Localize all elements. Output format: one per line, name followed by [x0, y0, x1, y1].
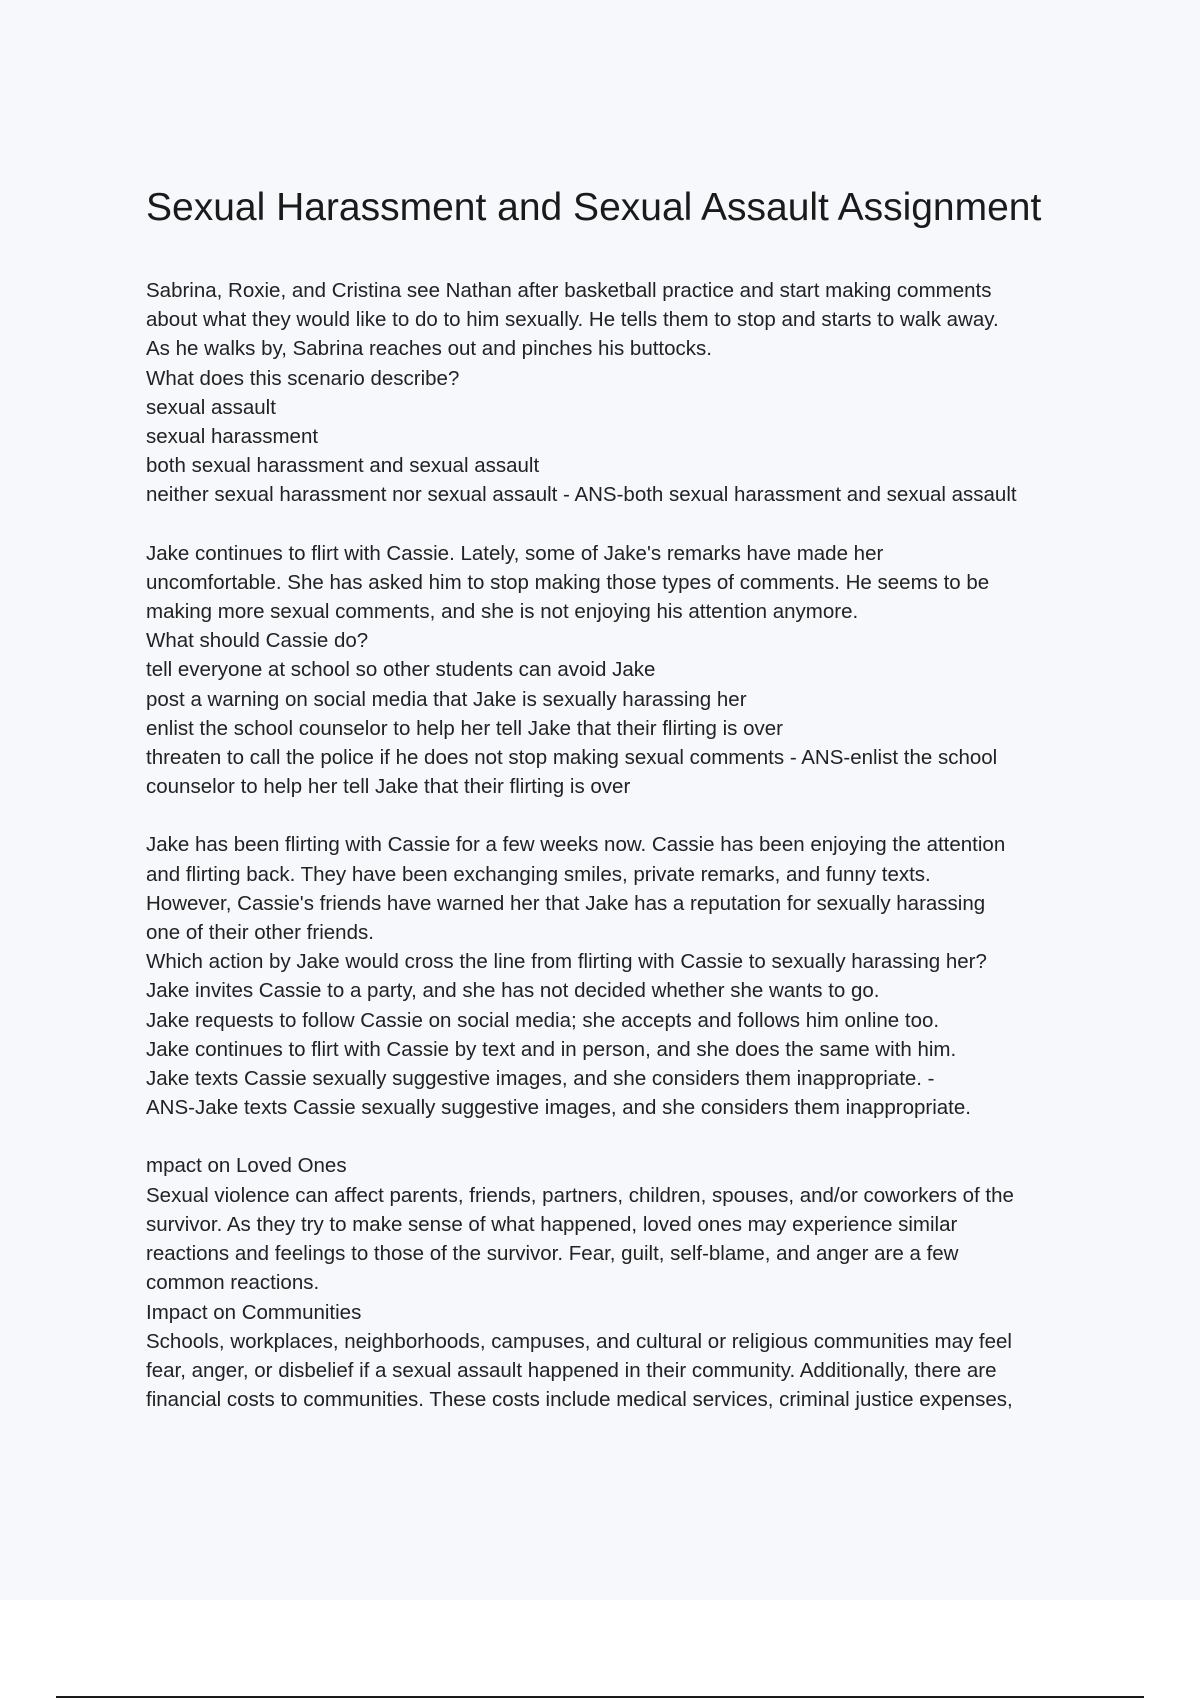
- option-line: Jake requests to follow Cassie on social media; she accepts and follows him online too.: [146, 1008, 940, 1032]
- text-line: However, Cassie's friends have warned her that Jake has a reputation for sexually harassing: [146, 891, 986, 915]
- text-line: Jake continues to flirt with Cassie. Lately, some of Jake's remarks have made her: [146, 541, 884, 565]
- text-line: about what they would like to do to him sexually. He tells them to stop and starts to walk away.: [146, 308, 999, 332]
- option-line: post a warning on social media that Jake is sexually harassing her: [146, 687, 747, 711]
- impact-section: [146, 1151, 1106, 1414]
- text-line: reactions and feelings to those of the survivor. Fear, guilt, self-blame, and anger are a few: [146, 1242, 959, 1266]
- question-line: What does this scenario describe?: [146, 366, 460, 390]
- question-block-1: [146, 276, 1106, 510]
- text-line: making more sexual comments, and she is not enjoying his attention anymore.: [146, 600, 859, 624]
- section-heading: mpact on Loved Ones: [146, 1154, 347, 1178]
- question-block-2: [146, 539, 1106, 802]
- section-heading: Impact on Communities: [146, 1300, 362, 1324]
- document-content: [146, 182, 1106, 1443]
- option-line: sexual assault: [146, 395, 276, 419]
- text-line: Schools, workplaces, neighborhoods, campuses, and cultural or religious communities may feel: [146, 1329, 1012, 1353]
- text-line: survivor. As they try to make sense of what happened, loved ones may experience similar: [146, 1212, 958, 1236]
- answer-line: ANS-Jake texts Cassie sexually suggestive images, and she considers them inappropriate.: [146, 1096, 971, 1120]
- text-line: fear, anger, or disbelief if a sexual assault happened in their community. Additionally, there are: [146, 1358, 997, 1382]
- text-line: one of their other friends.: [146, 921, 374, 945]
- answer-line: threaten to call the police if he does not stop making sexual comments - ANS-enlist the school: [146, 746, 998, 770]
- question-block-3: [146, 830, 1106, 1122]
- option-line: Jake invites Cassie to a party, and she has not decided whether she wants to go.: [146, 979, 880, 1003]
- document-title: Sexual Harassment and Sexual Assault Assignment: [146, 186, 1042, 229]
- text-line: uncomfortable. She has asked him to stop making those types of comments. He seems to be: [146, 570, 990, 594]
- text-line: and flirting back. They have been exchanging smiles, private remarks, and funny texts.: [146, 862, 931, 886]
- option-line: Jake continues to flirt with Cassie by text and in person, and she does the same with him.: [146, 1037, 957, 1061]
- text-line: Jake has been flirting with Cassie for a few weeks now. Cassie has been enjoying the attention: [146, 833, 1006, 857]
- option-line: tell everyone at school so other students can avoid Jake: [146, 658, 656, 682]
- option-line: both sexual harassment and sexual assault: [146, 454, 540, 478]
- text-line: Sexual violence can affect parents, friends, partners, children, spouses, and/or coworkers of the: [146, 1183, 1014, 1207]
- footer-divider: [56, 1696, 1144, 1698]
- question-line: What should Cassie do?: [146, 629, 369, 653]
- text-line: As he walks by, Sabrina reaches out and pinches his buttocks.: [146, 337, 712, 361]
- answer-line: Jake texts Cassie sexually suggestive images, and she considers them inappropriate. -: [146, 1067, 935, 1091]
- option-line: sexual harassment: [146, 425, 319, 449]
- question-line: Which action by Jake would cross the line from flirting with Cassie to sexually harassing her?: [146, 950, 987, 974]
- text-line: financial costs to communities. These costs include medical services, criminal justice expenses,: [146, 1388, 1013, 1412]
- option-line: enlist the school counselor to help her tell Jake that their flirting is over: [146, 716, 783, 740]
- answer-line: neither sexual harassment nor sexual assault - ANS-both sexual harassment and sexual assault: [146, 483, 1017, 507]
- text-line: Sabrina, Roxie, and Cristina see Nathan after basketball practice and start making comments: [146, 279, 992, 302]
- answer-line: counselor to help her tell Jake that their flirting is over: [146, 775, 631, 799]
- text-line: common reactions.: [146, 1271, 320, 1295]
